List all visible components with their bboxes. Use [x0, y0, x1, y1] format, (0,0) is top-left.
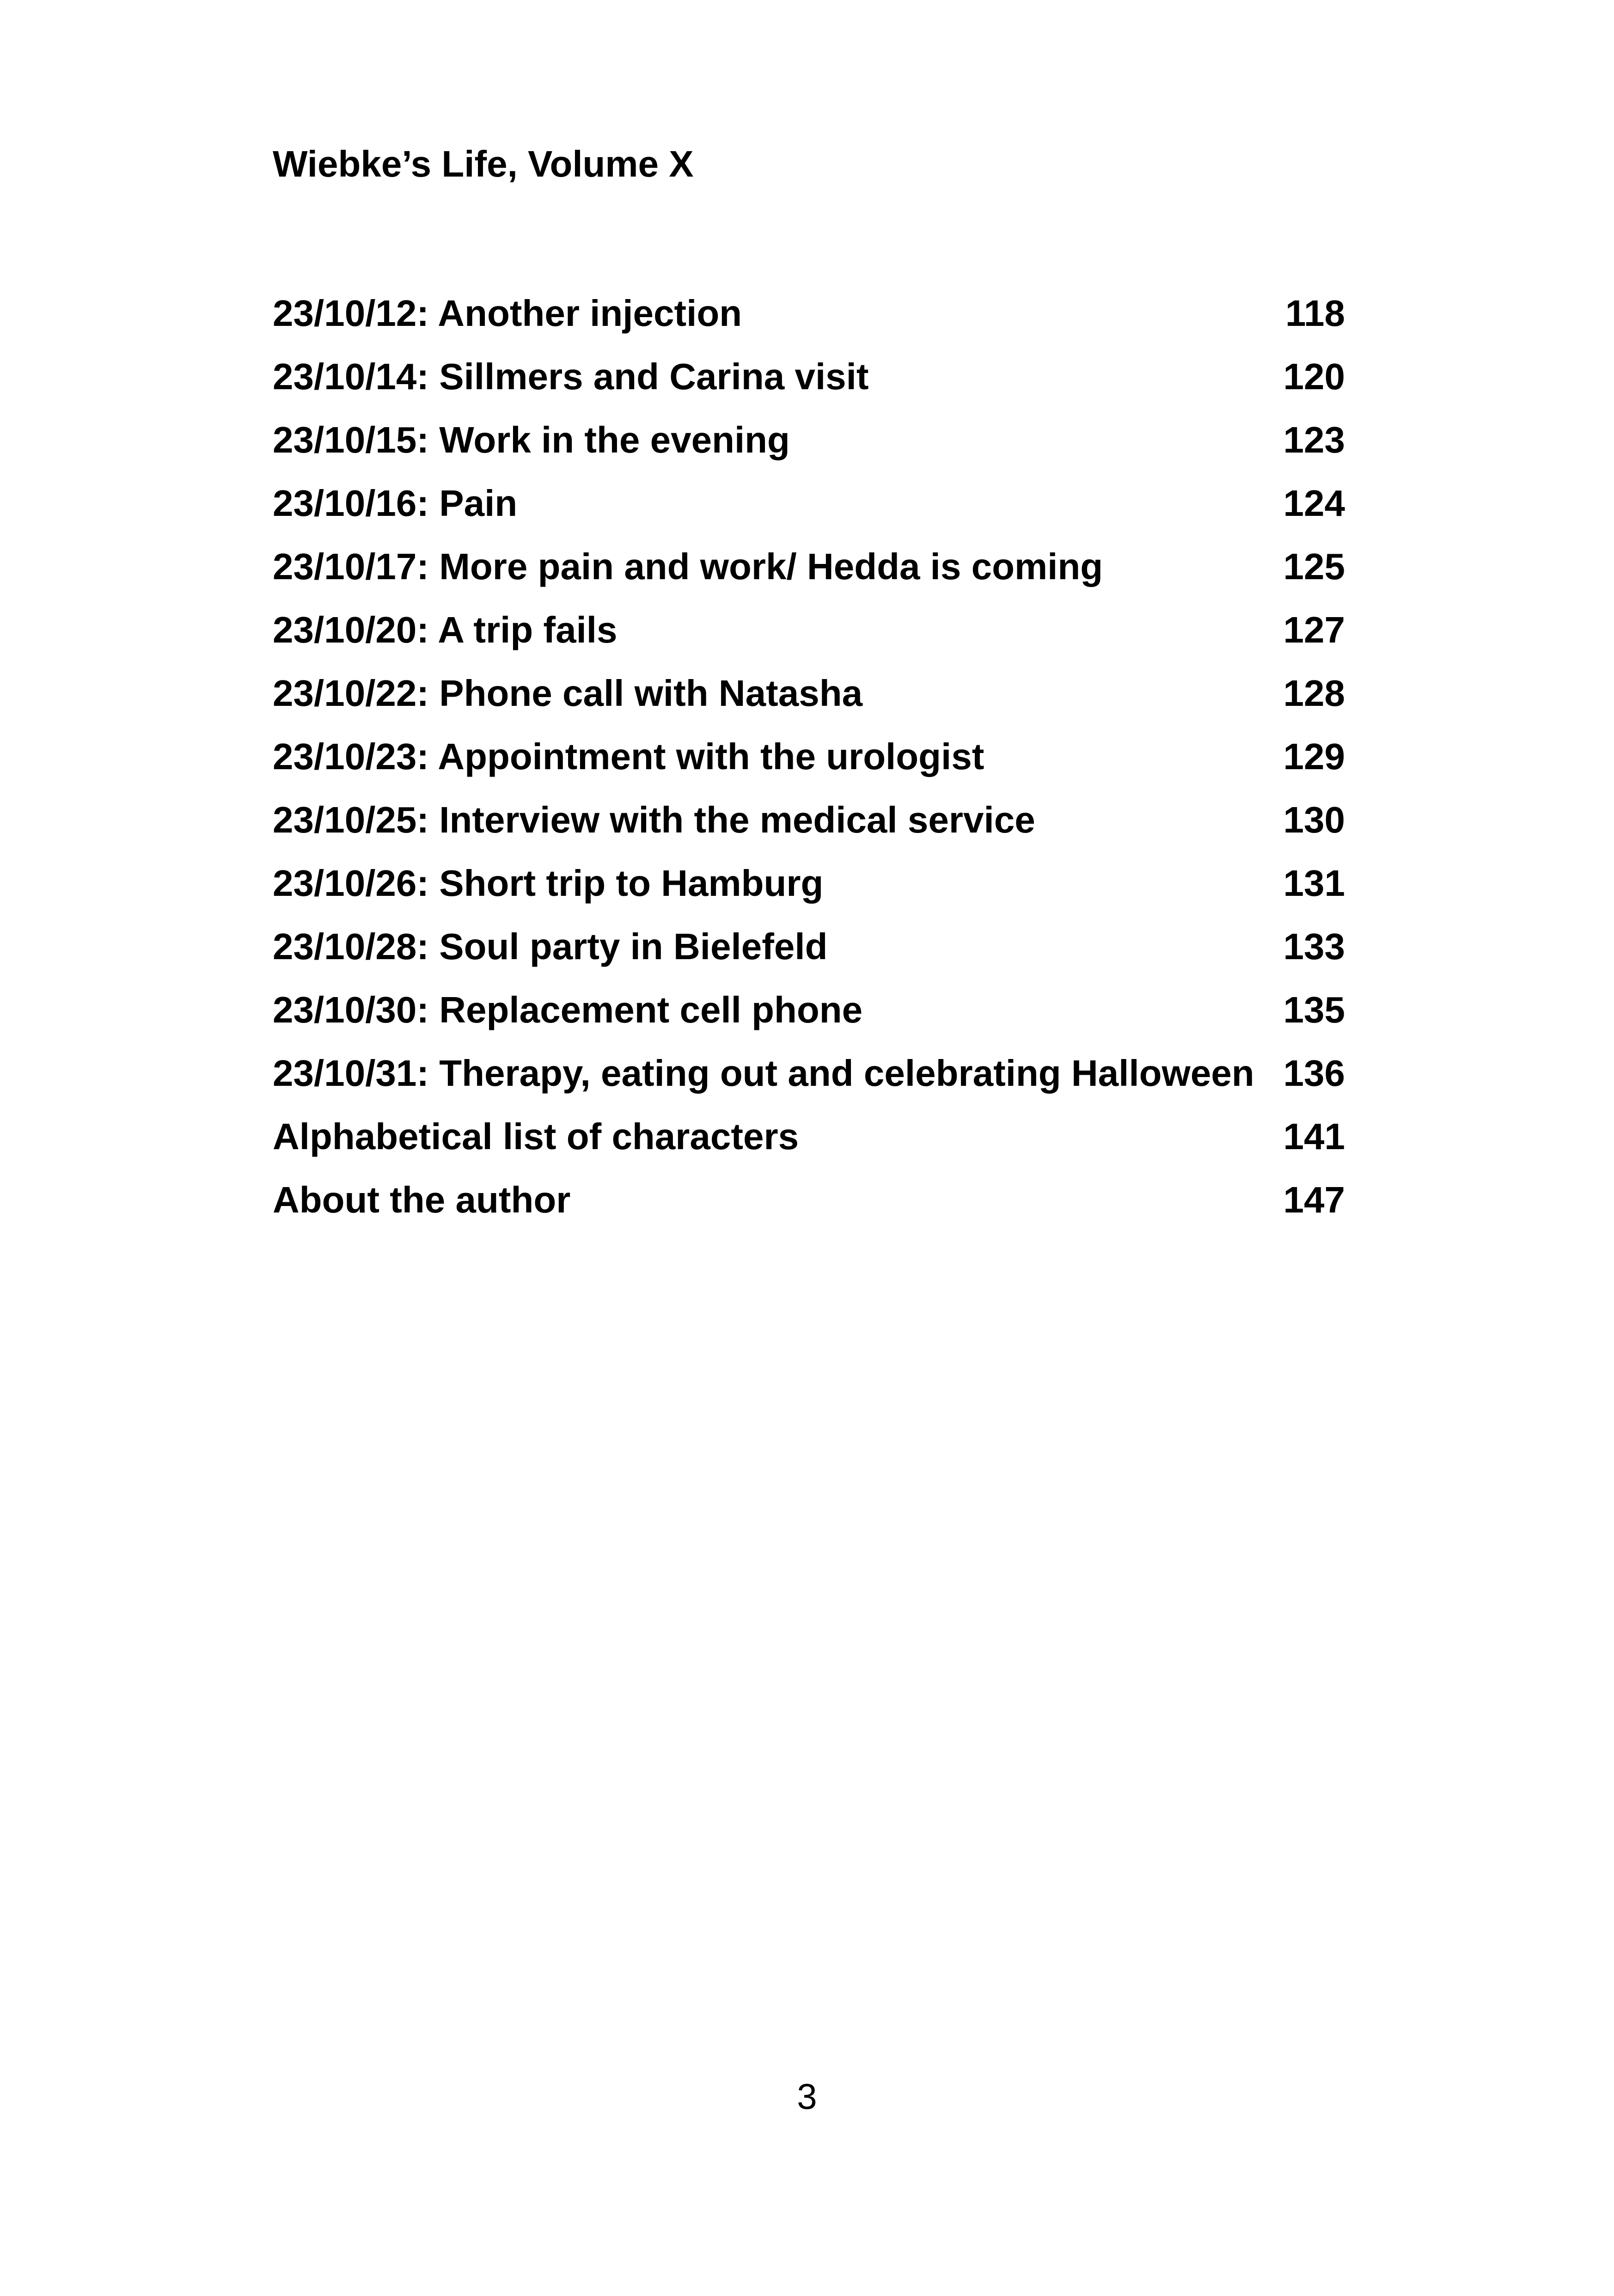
toc-entry	[273, 792, 1345, 855]
toc-entry-title: 23/10/20: A trip fails	[273, 609, 617, 650]
table-of-contents	[273, 285, 1345, 1235]
toc-entry	[273, 918, 1345, 982]
toc-entry-title: 23/10/26: Short trip to Hamburg	[273, 863, 824, 904]
toc-entry	[273, 1045, 1345, 1108]
toc-entry	[273, 855, 1345, 918]
toc-entry-title: 23/10/15: Work in the evening	[273, 419, 790, 460]
toc-entry	[273, 1172, 1345, 1235]
toc-entry-page: 141	[1284, 1108, 1345, 1165]
toc-entry-page: 129	[1284, 729, 1345, 785]
page-number: 3	[797, 2076, 817, 2117]
toc-entry-page: 128	[1284, 665, 1345, 722]
toc-entry-title: 23/10/22: Phone call with Natasha	[273, 673, 863, 714]
toc-entry-page: 118	[1285, 285, 1345, 342]
toc-entry-page: 147	[1284, 1172, 1345, 1228]
toc-entry-page: 124	[1284, 475, 1345, 532]
toc-entry	[273, 982, 1345, 1045]
toc-entry	[273, 285, 1345, 349]
book-title: Wiebke’s Life, Volume X	[273, 143, 694, 184]
toc-entry-page: 125	[1284, 539, 1345, 595]
toc-entry	[273, 602, 1345, 665]
toc-entry-title: 23/10/17: More pain and work/ Hedda is coming	[273, 546, 1103, 587]
toc-entry-page: 123	[1284, 412, 1345, 468]
toc-entry-page: 135	[1284, 982, 1345, 1038]
toc-entry-title: 23/10/16: Pain	[273, 483, 518, 524]
toc-entry-title: 23/10/23: Appointment with the urologist	[273, 736, 984, 777]
toc-entry-page: 136	[1284, 1045, 1345, 1102]
toc-entry	[273, 475, 1345, 539]
toc-entry-title: 23/10/31: Therapy, eating out and celebrating Halloween	[273, 1053, 1254, 1094]
toc-entry-title: Alphabetical list of characters	[273, 1116, 799, 1157]
toc-entry-title: 23/10/14: Sillmers and Carina visit	[273, 356, 869, 397]
toc-entry-title: 23/10/25: Interview with the medical service	[273, 799, 1035, 840]
toc-entry-page: 130	[1284, 792, 1345, 848]
toc-entry-title: 23/10/30: Replacement cell phone	[273, 989, 863, 1030]
toc-entry	[273, 729, 1345, 792]
toc-entry	[273, 412, 1345, 475]
toc-entry-page: 131	[1284, 855, 1345, 912]
toc-entry	[273, 1108, 1345, 1172]
toc-entry-title: About the author	[273, 1179, 571, 1220]
toc-entry-page: 127	[1284, 602, 1345, 658]
toc-entry-page: 120	[1284, 349, 1345, 405]
toc-entry	[273, 349, 1345, 412]
toc-entry-title: 23/10/28: Soul party in Bielefeld	[273, 926, 828, 967]
toc-entry	[273, 539, 1345, 602]
toc-entry-title: 23/10/12: Another injection	[273, 293, 742, 334]
toc-entry	[273, 665, 1345, 729]
toc-entry-page: 133	[1284, 918, 1345, 975]
